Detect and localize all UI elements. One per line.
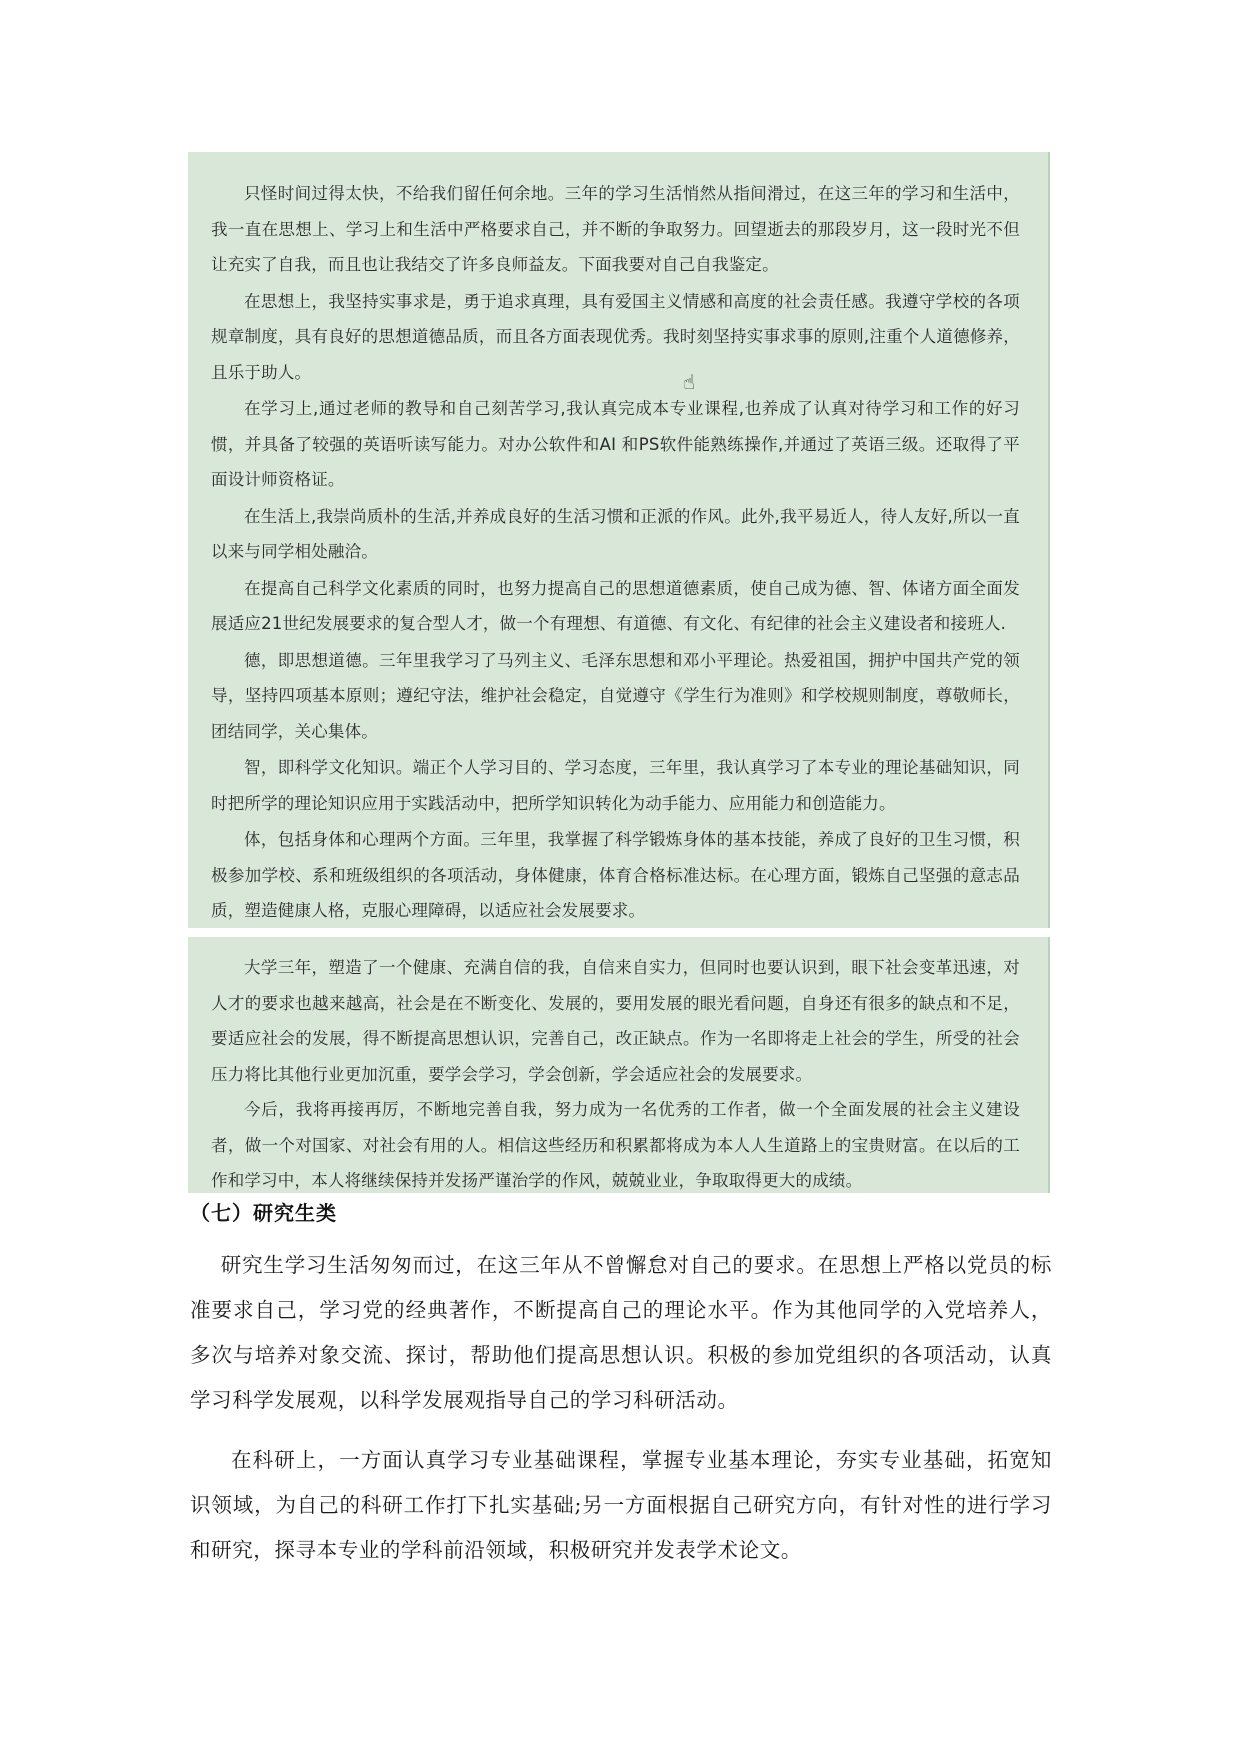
panel1-paragraph: 在思想上，我坚持实事求是，勇于追求真理，具有爱国主义情感和高度的社会责任感。我遵守学校的各项规章制度，具有良好的思想道德品质，而且各方面表现优秀。我时刻坚持实事求事的原则,注重个人道德修养，且乐于助人。 [211,291,1020,382]
hand-cursor-icon: ☝ [683,370,696,394]
panel1-paragraph: 智，即科学文化知识。端正个人学习目的、学习态度，三年里，我认真学习了本专业的理论基础知识，同时把所学的理论知识应用于实践活动中，把所学知识转化为动手能力、应用能力和创造能力。 [211,758,1020,813]
body-paragraph: 研究生学习生活匆匆而过，在这三年从不曾懈怠对自己的要求。在思想上严格以党员的标准要求自己，学习党的经典著作，不断提高自己的理论水平。作为其他同学的入党培养人，多次与培养对象交流、探讨，帮助他们提高思想认识。积极的参加党组织的各项活动，认真学习科学发展观，以科学发展观指导自己的学习科研活动。 [190,1253,1052,1412]
section-heading: （七）研究生类 [190,1201,337,1225]
panel1-paragraph: 在生活上,我崇尚质朴的生活,并养成良好的生活习惯和正派的作风。此外,我平易近人，待人友好,所以一直以来与同学相处融洽。 [211,506,1020,561]
panel1-paragraph: 在提高自己科学文化素质的同时，也努力提高自己的思想道德素质，使自己成为德、智、体诸方面全面发展适应21世纪发展要求的复合型人才，做一个有理想、有道德、有文化、有纪律的社会主义建设者和接班人. [211,578,1020,633]
panel1-paragraph: 在学习上,通过老师的教导和自己刻苦学习,我认真完成本专业课程,也养成了认真对待学习和工作的好习惯，并具备了较强的英语听读写能力。对办公软件和AI 和PS软件能熟练操作,并通过了英语三级。还取得了平面设计师资格证。 [211,399,1020,489]
embedded-screenshot-panel-2 [188,937,1050,1193]
panel2-paragraph: 今后，我将再接再厉，不断地完善自我，努力成为一名优秀的工作者，做一个全面发展的社会主义建设者，做一个对国家、对社会有用的人。相信这些经历和积累都将成为本人人生道路上的宝贵财富。在以后的工作和学习中，本人将继续保持并发扬严谨治学的作风，兢兢业业，争取取得更大的成绩。 [211,1100,1020,1190]
panel1-paragraph: 德，即思想道德。三年里我学习了马列主义、毛泽东思想和邓小平理论。热爱祖国，拥护中国共产党的领导，坚持四项基本原则；遵纪守法，维护社会稳定，自觉遵守《学生行为准则》和学校规则制度，尊敬师长，团结同学，关心集体。 [211,650,1020,741]
panel1-paragraph: 体，包括身体和心理两个方面。三年里，我掌握了科学锻炼身体的基本技能，养成了良好的卫生习惯，积极参加学校、系和班级组织的各项活动，身体健康，体育合格标准达标。在心理方面，锻炼自己坚强的意志品质，塑造健康人格，克服心理障碍，以适应社会发展要求。 [211,830,1020,920]
panel1-paragraph: 只怪时间过得太快，不给我们留任何余地。三年的学习生活悄然从指间滑过，在这三年的学习和生活中，我一直在思想上、学习上和生活中严格要求自己，并不断的争取努力。回望逝去的那段岁月，这一段时光不但让充实了自我，而且也让我结交了许多良师益友。下面我要对自己自我鉴定。 [211,184,1020,274]
body-paragraph: 在科研上，一方面认真学习专业基础课程，掌握专业基本理论，夯实专业基础，拓宽知识领域，为自己的科研工作打下扎实基础;另一方面根据自己研究方向，有针对性的进行学习和研究，探寻本专业的学科前沿领域，积极研究并发表学术论文。 [190,1448,1052,1562]
body-paragraph-1-container [190,1243,1052,1423]
embedded-screenshot-panel-1 [188,152,1050,928]
body-paragraph-2-container [190,1438,1052,1573]
panel2-paragraph: 大学三年，塑造了一个健康、充满自信的我，自信来自实力，但同时也要认识到，眼下社会变革迅速，对人才的要求也越来越高，社会是在不断变化、发展的，要用发展的眼光看问题，自身还有很多的缺点和不足，要适应社会的发展，得不断提高思想认识，完善自己，改正缺点。作为一名即将走上社会的学生，所受的社会压力将比其他行业更加沉重，要学会学习，学会创新，学会适应社会的发展要求。 [211,958,1020,1084]
